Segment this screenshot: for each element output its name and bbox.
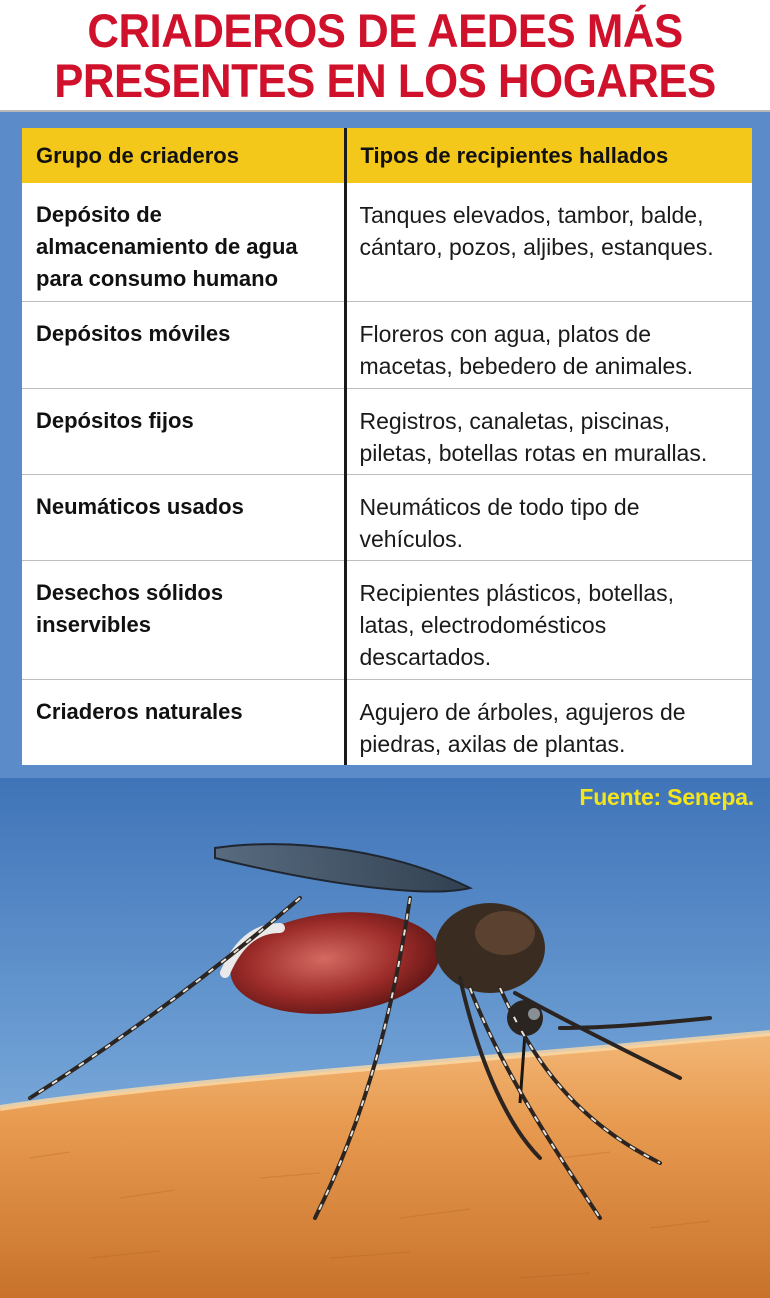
types-line: Neumáticos de todo tipo de (359, 493, 640, 520)
table-panel (0, 112, 770, 778)
types-line: macetas, bebedero de animales. (359, 352, 694, 379)
table-row (22, 183, 752, 301)
header-types: Tipos de recipientes hallados (345, 128, 752, 183)
group-cell (22, 301, 345, 388)
group-line: Neumáticos usados (36, 493, 244, 519)
types-cell (345, 388, 752, 474)
types-cell (345, 474, 752, 560)
types-cell (345, 301, 752, 388)
table-row (22, 388, 752, 474)
group-line: Depósitos fijos (36, 407, 194, 433)
types-line: latas, electrodomésticos (359, 611, 607, 638)
types-line: Agujero de árboles, agujeros de (359, 698, 686, 725)
group-cell (22, 388, 345, 474)
types-cell (345, 679, 752, 765)
types-line: Floreros con agua, platos de (359, 320, 652, 347)
group-cell (22, 679, 345, 765)
types-line: descartados. (359, 643, 492, 670)
group-line: Depósitos móviles (36, 320, 231, 346)
title-line-2: PRESENTES EN LOS HOGARES (54, 54, 716, 107)
table-row (22, 560, 752, 679)
group-line: Criaderos naturales (36, 698, 243, 724)
table-row (22, 301, 752, 388)
types-line: vehículos. (359, 525, 464, 552)
group-line: Desechos sólidos (36, 579, 224, 605)
group-cell (22, 474, 345, 560)
title-line-1: CRIADEROS DE AEDES MÁS (87, 4, 683, 57)
breeding-sites-table (22, 128, 752, 765)
mosquito-illustration (0, 778, 770, 1298)
group-line: almacenamiento de agua (36, 234, 298, 259)
table-row (22, 474, 752, 560)
table-row (22, 679, 752, 765)
types-line: piletas, botellas rotas en murallas. (359, 439, 708, 466)
types-cell (345, 560, 752, 679)
table-header-row (22, 128, 752, 183)
group-cell (22, 183, 345, 301)
types-line: cántaro, pozos, aljibes, estanques. (359, 234, 714, 260)
group-line: Depósito de (36, 202, 162, 227)
types-line: piedras, axilas de plantas. (359, 730, 626, 757)
title-band (0, 0, 770, 112)
types-cell (345, 183, 752, 301)
types-line: Recipientes plásticos, botellas, (359, 579, 674, 606)
group-line: para consumo humano (36, 266, 279, 291)
mosquito-photo (0, 778, 770, 1298)
types-line: Registros, canaletas, piscinas, (359, 407, 671, 434)
types-line: Tanques elevados, tambor, balde, (359, 202, 704, 228)
header-group: Grupo de criaderos (22, 128, 345, 183)
group-cell (22, 560, 345, 679)
source-credit: Fuente: Senepa. (579, 784, 754, 810)
group-line: inservibles (36, 611, 151, 637)
